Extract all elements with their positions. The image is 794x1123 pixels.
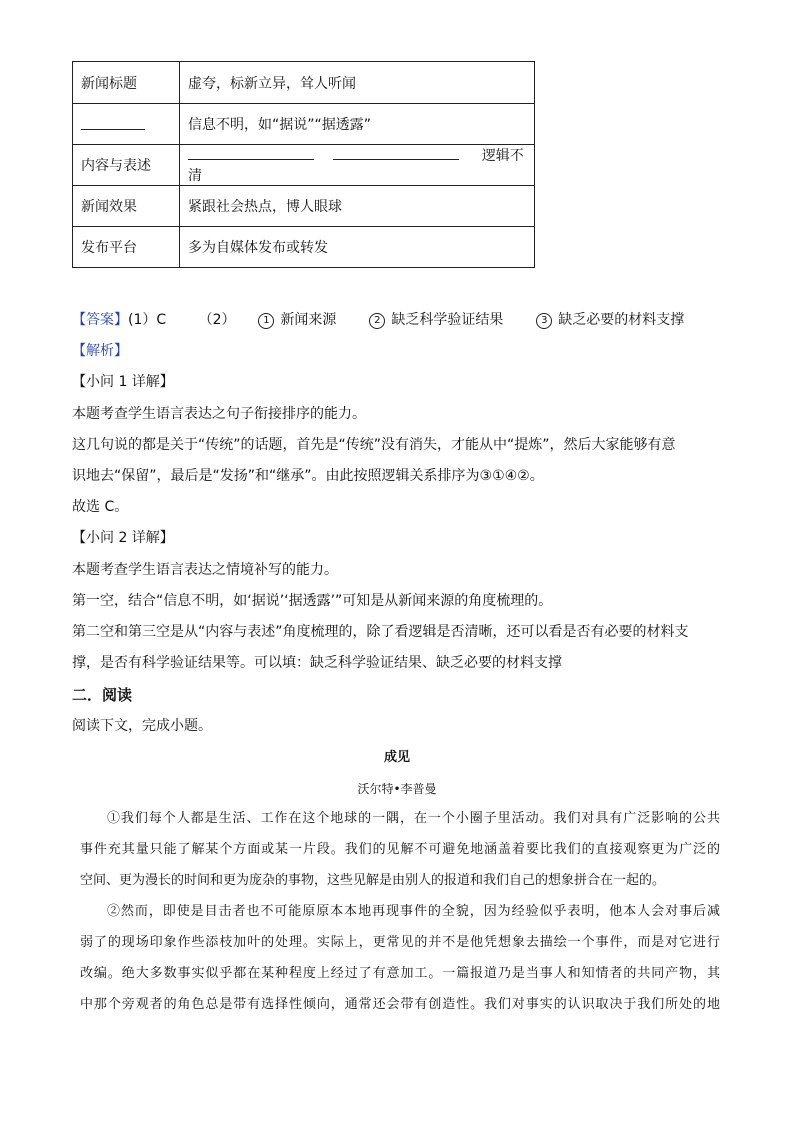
section-instruction: 阅读下文，完成小题。: [72, 718, 212, 734]
row-value: 虚夸，标新立异，耸人听闻: [180, 62, 535, 104]
article-author: 沃尔特•李普曼: [357, 782, 437, 796]
circled-number: 1: [258, 313, 274, 329]
paragraph-line: 事件充其量只能了解某个方面或某一片段。我们的见解不可避免地涵盖着要比我们的直接观察更为广泛的: [80, 842, 720, 857]
q2-title: 【小问 2 详解】: [72, 530, 174, 546]
row-value: 逻辑不清: [188, 148, 524, 184]
q2-line: 第一空，结合“信息不明，如‘据说’‘据透露’”可知是从新闻来源的角度梳理的。: [72, 593, 553, 609]
article-paragraph-2: [80, 896, 720, 1020]
row-key: 发布平台: [73, 227, 180, 268]
paragraph-line: 弱了的现场印象作些添枝加叶的处理。实际上，更常见的并不是他凭想象去描绘一个事件，而是对它进行: [80, 935, 720, 950]
row-key-blank: [73, 104, 180, 145]
article-title: 成见: [383, 750, 410, 765]
answer-line: [72, 310, 684, 330]
row-key: 新闻效果: [73, 186, 180, 227]
answer-item: 新闻来源: [280, 312, 337, 328]
answer-part2: （2）: [198, 312, 236, 328]
paragraph-line: ②然而，即使是目击者也不可能原原本本地再现事件的全貌，因为经验似乎表明，他本人会对事后减: [106, 904, 720, 919]
paragraph-line: ①我们每个人都是生活、工作在这个地球的一隅，在一个小圈子里活动。我们对具有广泛影响的公共: [106, 811, 720, 826]
table-row: [73, 145, 535, 186]
circled-number: 3: [536, 313, 552, 329]
answer-label: 【答案】: [72, 312, 128, 328]
news-table: [72, 61, 535, 268]
paragraph-line: 中那个旁观者的角色总是带有选择性倾向，通常还会带有创造性。我们对事实的认识取决于我们所处的地: [80, 997, 720, 1012]
answer-item: 缺乏科学验证结果: [391, 312, 504, 328]
q1-line: 故选 C。: [72, 499, 129, 515]
table-row: [73, 62, 535, 104]
q1-title: 【小问 1 详解】: [72, 374, 174, 390]
section-heading: 二．阅读: [72, 686, 133, 704]
answer-part1: (1）C: [128, 312, 167, 328]
q2-line: 撑，是否有科学验证结果等。可以填：缺乏科学验证结果、缺乏必要的材料支撑: [72, 655, 562, 671]
answer-item: 缺乏必要的材料支撑: [558, 312, 685, 328]
fill-blank: [188, 145, 314, 160]
row-value: 信息不明，如“据说”“据透露”: [180, 104, 535, 145]
row-key: 内容与表述: [73, 145, 180, 186]
row-value: 多为自媒体发布或转发: [180, 227, 535, 268]
row-value: 紧跟社会热点，博人眼球: [180, 186, 535, 227]
q1-line: 识地去“保留”，最后是“发扬”和“继承”。由此按照逻辑关系排序为③①④②。: [72, 468, 544, 484]
table-row: [73, 186, 535, 227]
q1-line: 本题考查学生语言表达之句子衔接排序的能力。: [72, 406, 366, 422]
paragraph-line: 空间、更为漫长的时间和更为庞杂的事物，这些见解是由别人的报道和我们自己的想象拼合在一起的。: [80, 873, 666, 888]
circled-number: 2: [369, 313, 385, 329]
paragraph-line: 改编。绝大多数事实似乎都在某种程度上经过了有意加工。一篇报道乃是当事人和知情者的共同产物，其: [80, 966, 720, 981]
analysis-label: 【解析】: [72, 343, 128, 359]
row-value-blanks: [180, 145, 535, 186]
q2-line: 第二空和第三空是从“内容与表述”角度梳理的，除了看逻辑是否清晰，还可以看是否有必要的材料支: [72, 624, 689, 640]
q2-line: 本题考查学生语言表达之情境补写的能力。: [72, 562, 338, 578]
fill-blank: [333, 145, 459, 160]
q1-line: 这几句说的都是关于“传统”的话题，首先是“传统”没有消失，才能从中“提炼”，然后大家能够有意: [72, 437, 676, 453]
table-row: [73, 104, 535, 145]
article-paragraph-1: [80, 803, 720, 896]
row-key: 新闻标题: [73, 62, 180, 104]
fill-blank: [81, 115, 145, 130]
table-row: [73, 227, 535, 268]
